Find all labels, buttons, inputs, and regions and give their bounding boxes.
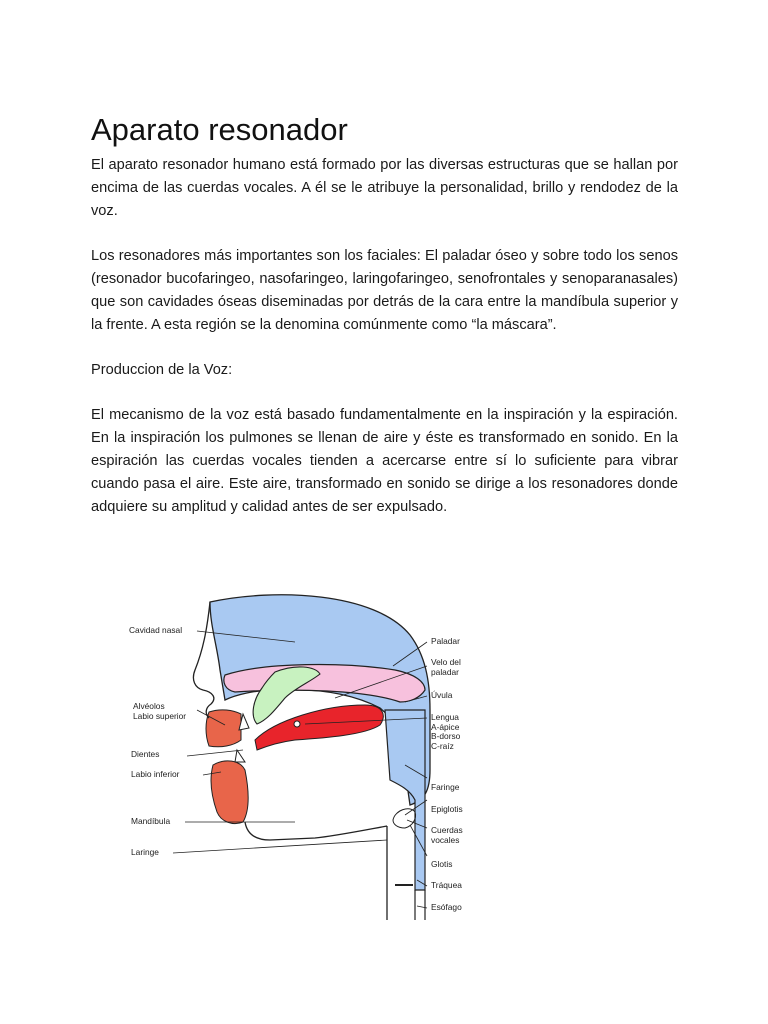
- label-cuerdas-vocales: Cuerdas vocales: [431, 825, 463, 845]
- pharynx-shape: [385, 710, 425, 890]
- label-uvula: Úvula: [431, 690, 453, 700]
- label-mandibula: Mandíbula: [131, 816, 171, 826]
- voice-mechanism-paragraph: El mecanismo de la voz está basado fundamentalmente en la inspiración y la espiración. En la inspiración los pulmones se llenan de aire y éste es transformado en sonido. En la espiración las cuerdas vocales tienden a acercarse entre sí lo suficiente para vibrar cuando pasa el aire. Este aire, transformado en sonido se dirige a los resonadores donde adquiere su amplitud y calidad antes de ser expulsado.: [91, 407, 678, 515]
- upper-lip-shape: [206, 710, 241, 747]
- document-body: [91, 110, 678, 541]
- label-alveolos-labio-superior: Alvéolos Labio superior: [133, 701, 187, 721]
- label-velo-del-paladar: Velo del paladar: [431, 657, 461, 677]
- label-paladar: Paladar: [431, 636, 460, 646]
- resonator-anatomy-diagram: [125, 590, 505, 930]
- label-dientes: Dientes: [131, 749, 160, 759]
- page-title: Aparato resonador: [91, 112, 348, 147]
- label-esofago: Esófago: [431, 902, 462, 912]
- label-laringe: Laringe: [131, 847, 159, 857]
- resonators-paragraph: Los resonadores más importantes son los faciales: El paladar óseo y sobre todo los senos (resonador bucofaringeo, nasofaringeo, laringofaringeo, senofrontales y senoparanasales) que son cavidades óseas diseminadas por detrás de la cara entre la mandíbula superior y la frente. A esta región se la denomina comúnmente como “la máscara”.: [91, 248, 678, 333]
- palate-shape: [224, 665, 425, 702]
- intro-paragraph: El aparato resonador humano está formado por las diversas estructuras que se hallan por encima de las cuerdas vocales. A él se le atribuye la personalidad, brillo y rendodez de la voz.: [91, 157, 678, 219]
- label-labio-inferior: Labio inferior: [131, 769, 180, 779]
- label-lengua: Lengua A-ápice B-dorso C-raíz: [431, 712, 461, 751]
- lower-lip-shape: [211, 761, 248, 824]
- section-heading: Produccion de la Voz:: [91, 362, 233, 378]
- label-glotis: Glotis: [431, 859, 453, 869]
- label-epiglotis: Epiglotis: [431, 804, 463, 814]
- label-cavidad-nasal: Cavidad nasal: [129, 625, 183, 635]
- tongue-shape: [255, 705, 383, 750]
- label-traquea: Tráquea: [431, 880, 462, 890]
- label-faringe: Faringe: [431, 782, 460, 792]
